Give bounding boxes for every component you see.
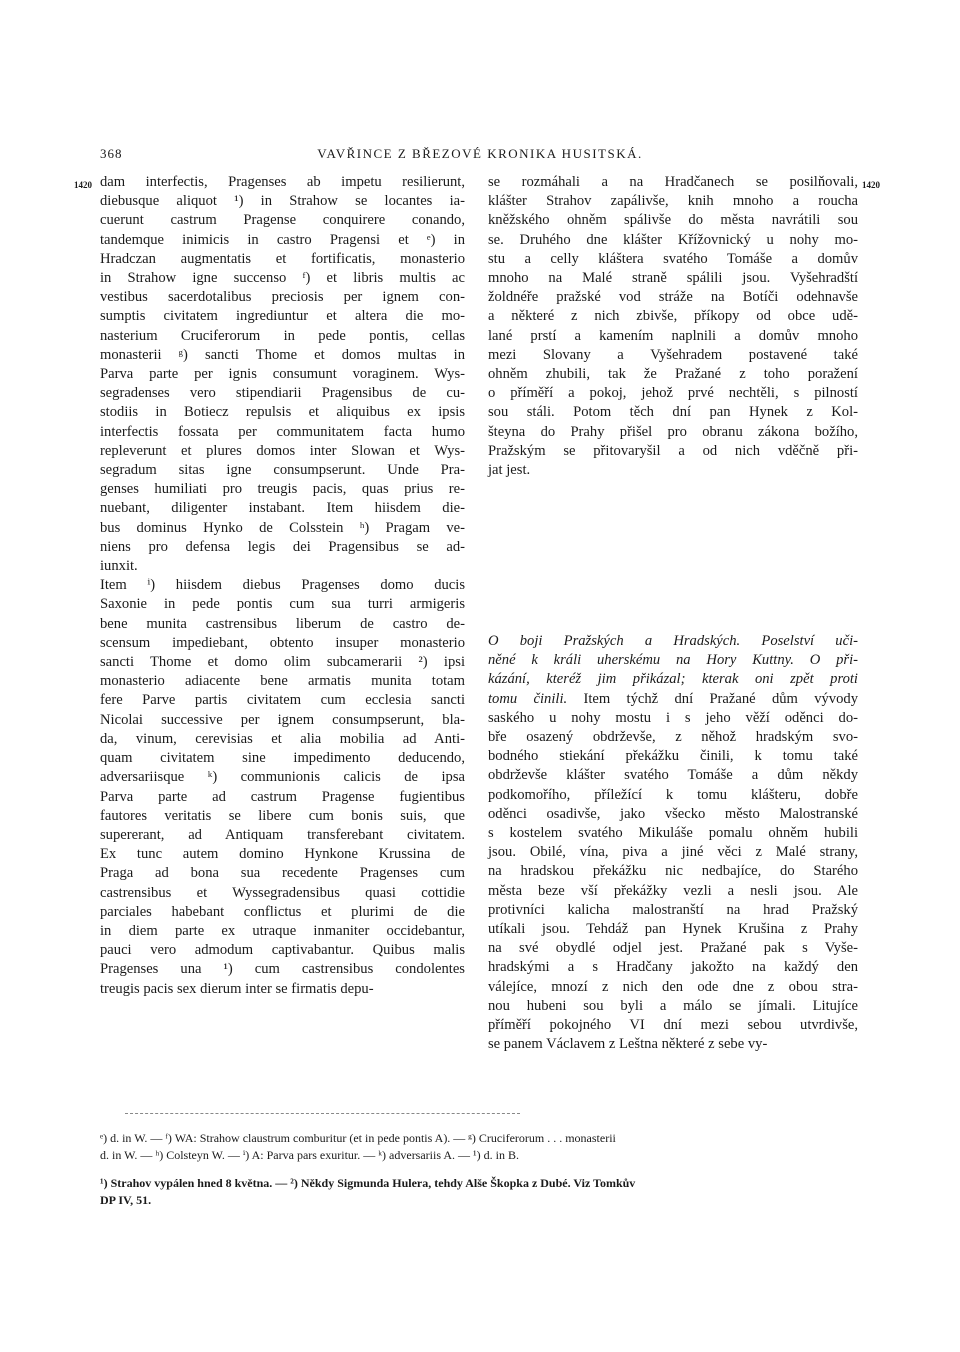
czech-text-line: příměří pokojného VI dní mezi sebou utvrdivše, [488, 1017, 858, 1034]
czech-chapter-section [488, 632, 858, 1054]
latin-text-line: cuerunt castrum Pragense conquirere conando, [100, 212, 465, 229]
latin-text-line: sancti Thome et domo olim subcamerarii ²) ipsi [100, 654, 465, 671]
latin-text-line: treugis pacis sex dierum inter se firmatis depu- [100, 980, 374, 997]
latin-text-line: interfectis fossata per communitatem facta humo [100, 423, 465, 440]
latin-text-line: quam civitatem sine impedimento deducendo, [100, 750, 465, 767]
latin-text-line: stodiis in Botiecz repulsis et aliquibus ex ipsis [100, 404, 465, 421]
latin-text-line: Parva parte ad castrum Pragense fugientibus [100, 788, 465, 805]
chapter-heading-line [488, 690, 858, 709]
editor-footnote-line: DP IV, 51. [100, 1193, 152, 1207]
czech-text-line: bodného stiekání překážku činili, k tomu také [488, 748, 858, 765]
czech-text-line: žoldnéře pražské vod stráže na Botíči odehnavše [488, 289, 858, 306]
czech-text-line: s kostelem svatého Mikuláše pomalu ohněm hubili [488, 825, 858, 842]
czech-text-line: jsou. Obilé, vína, piva a jiné věci z Malé strany, [488, 844, 858, 861]
latin-text-line: Nicolai successive per ignem consumpserunt, bla- [100, 711, 465, 728]
running-title: VAVŘINCE Z BŘEZOVÉ KRONIKA HUSITSKÁ. [317, 146, 643, 161]
czech-text-line: stu a celly kláštera svatého Tomáše a domův [488, 250, 858, 267]
apparatus-footnotes [100, 1130, 860, 1164]
chapter-heading-text: tomu činili. [488, 690, 568, 707]
czech-text-line: hradskými a s Hradčany jakožto na každý den [488, 959, 858, 976]
czech-text-line: klášter Strahov zapálivše, knih mnoho a roucha [488, 193, 858, 210]
czech-text-line: podkomořího, příležící k tomu klášteru, dobře [488, 786, 858, 803]
latin-text-line: vestibus sacerdotalibus preciosis per ignem con- [100, 289, 465, 306]
czech-text-line: na své obydlé odjel jest. Pražané pak s Vyše- [488, 940, 858, 957]
czech-text-line: Pražským se přitovaryšil a od nich vděčně při- [488, 442, 858, 459]
latin-text-line: pauci vero admodum captivabantur. Quibus malis [100, 942, 465, 959]
czech-text-line: ohněm zhubili, tak že Pražané z toho poražení [488, 366, 858, 383]
latin-text-line: scensum impediebant, obtento insuper monasterio [100, 634, 465, 651]
czech-text-line: se rozmáhali a na Hradčanech se posilňovali, [488, 174, 858, 190]
latin-text-line: tandemque inimicis in castro Pragensi et ᵉ) in [100, 231, 465, 248]
latin-text-line: repleverunt et plures domos inter Slowan et Wys- [100, 442, 465, 459]
latin-text-line: niens pro defensa legis dei Pragensibus se ad- [100, 538, 465, 555]
czech-text-line: mnoho na Malé straně spálili jsou. Vyšehradští [488, 270, 858, 287]
latin-text-line: da, vinum, cerevisias et alia mobilia ad Anti- [100, 730, 465, 747]
chapter-text-start: Item týchž dní Pražané dům vývody [567, 690, 858, 707]
margin-year-right: 1420 [862, 180, 880, 190]
latin-text-line: Item ⁱ) hiisdem diebus Pragenses domo ducis [100, 577, 465, 594]
latin-text-line: castrensibus et Wyssegradensibus quasi cottidie [100, 884, 465, 901]
latin-text-line: in diem parte ex utraque inmaniter occidebantur, [100, 922, 465, 939]
latin-text-line: Pragenses una ¹) cum castrensibus condolentes [100, 961, 465, 978]
czech-text-line: o příměří a pokoj, jehož prvé nechtěli, s pilností [488, 385, 858, 402]
latin-text-line: parciales habebant conflictus et plurimi de die [100, 903, 465, 920]
czech-text-line: sou stáli. Potom těch dní pan Hynek z Kol- [488, 404, 858, 421]
latin-text-line: fere Parve partis civitatem cum ecclesia sancti [100, 692, 465, 709]
margin-year-left: 1420 [74, 180, 92, 190]
latin-text-line: iunxit. [100, 558, 138, 575]
editor-footnotes [100, 1175, 860, 1209]
czech-text-column [488, 173, 858, 480]
czech-text-line: protivníci kalicha malostranští na hrad Pražský [488, 901, 858, 918]
czech-text-line: bře osazený obdrževše, z něhož hradským svo- [488, 729, 858, 746]
page-header [0, 146, 960, 166]
latin-text-line: monasterio adiacente bene armatis munita totam [100, 673, 465, 690]
czech-text-line: lané prstí a kamením naplnili a domův mnoho [488, 327, 858, 344]
page-number: 368 [100, 146, 123, 161]
czech-text-line: jat jest. [488, 462, 531, 479]
latin-text-line: supererant, ad Antiquam transferebant civitatem. [100, 826, 465, 843]
latin-text-line: monasterii ᵍ) sancti Thome et domos multas in [100, 346, 465, 363]
footnote-divider [125, 1113, 520, 1115]
chapter-heading-line [488, 670, 858, 689]
latin-text-line: dam interfectis, Pragenses ab impetu resilierunt, [100, 174, 465, 190]
czech-text-line: obdrževše klášter svatého Tomáše a dům někdy [488, 767, 858, 784]
czech-text-line: se panem Václavem z Leštna některé z sebe vy- [488, 1036, 768, 1053]
czech-text-line: nou hubeni sou byli a málo se jímali. Litujíce [488, 997, 858, 1014]
apparatus-footnote-line: d. in W. — ʰ) Colsteyn W. — ⁱ) A: Parva pars exuritur. — ᵏ) adversariis A. — ¹) d. in B. [100, 1148, 519, 1162]
chapter-heading-text: O boji Pražských a Hradských. Poselství uči- [488, 633, 858, 649]
czech-text-line: se. Druhého dne klášter Křížovnický u nohy mo- [488, 231, 858, 248]
latin-text-line: Saxonie in pede pontis cum sua turri armigeris [100, 596, 465, 613]
latin-text-line: diebusque aliquot ¹) in Strahow se locantes ia- [100, 193, 465, 210]
czech-text-line: oděnci osadivše, jako všecko město Malostranské [488, 805, 858, 822]
czech-text-line: mezi Slovany a Vyšehradem postavené také [488, 346, 858, 363]
latin-text-line: Ex tunc autem domino Hynkone Krussina de [100, 846, 465, 863]
apparatus-footnote-line: ᵉ) d. in W. — ᶠ) WA: Strahow claustrum comburitur (et in pede pontis A). — ᵍ) Cruciferorum . . . monasterii [100, 1131, 616, 1145]
czech-text-line: utíkali jsou. Tehdáž pan Hynek Krušina z Prahy [488, 921, 858, 938]
chapter-heading-text: něné k králi uherskému na Hory Kuttny. O při- [488, 652, 858, 669]
latin-text-line: nasterium Cruciferorum in pede pontis, cellas [100, 327, 465, 344]
latin-text-line: bus dominus Hynko de Colsstein ʰ) Pragam ve- [100, 519, 465, 536]
latin-text-line: nuebant, diligenter instabant. Item hiisdem die- [100, 500, 465, 517]
latin-text-line: segradum sitas igne consumpserunt. Unde Pra- [100, 462, 465, 479]
latin-text-line: sumptis civitatem ingrediuntur et altera die mo- [100, 308, 465, 325]
chapter-heading-line [488, 632, 858, 651]
czech-text-line: šteyna do Prahy přišel pro obranu zákona božího, [488, 423, 858, 440]
czech-text-line: válejíce, mnozí z nich den ode dne z obou stra- [488, 978, 858, 995]
czech-text-line: kněžského ohněm spálivše do města navrátili sou [488, 212, 858, 229]
latin-text-line: Praga ad bona sua recedente Pragenses cum [100, 865, 465, 882]
latin-text-line: Parva parte per ignis consumunt voraginem. Wys- [100, 366, 465, 383]
chapter-heading-text: kázání, kteréž jim přikázal; kterak oni zpět proti [488, 671, 858, 688]
latin-text-line: segradenses vero stipendiarii Pragensibus de cu- [100, 385, 465, 402]
latin-text-column [100, 173, 465, 999]
chapter-heading-line [488, 651, 858, 670]
latin-text-line: Hradczan augmentatis et fortificatis, monasterio [100, 250, 465, 267]
czech-text-line: na hradskou překážku nic nedbajíce, do Starého [488, 863, 858, 880]
czech-text-line: saského u nohy mostu i s jeho věží oděnci do- [488, 709, 858, 726]
latin-text-line: in Strahow igne succenso ᶠ) et libris multis ac [100, 270, 465, 287]
latin-text-line: bene munita castrensibus liberum de castro de- [100, 615, 465, 632]
czech-text-line: a některé z nich zbivše, příkopy od obce udě- [488, 308, 858, 325]
latin-text-line: genses humiliati pro treugis pacis, quas prius re- [100, 481, 465, 498]
editor-footnote-line: ¹) Strahov vypálen hned 8 května. — ²) Někdy Sigmunda Hulera, tehdy Alše Škopka z Dubé. Viz Tomkův [100, 1176, 636, 1190]
latin-text-line: adversariisque ᵏ) communionis calicis de ipsa [100, 769, 465, 786]
czech-text-line: města beze vší překážky vezli a nesli jsou. Ale [488, 882, 858, 899]
latin-text-line: fautores veritatis se libere cum bonis suis, que [100, 807, 465, 824]
